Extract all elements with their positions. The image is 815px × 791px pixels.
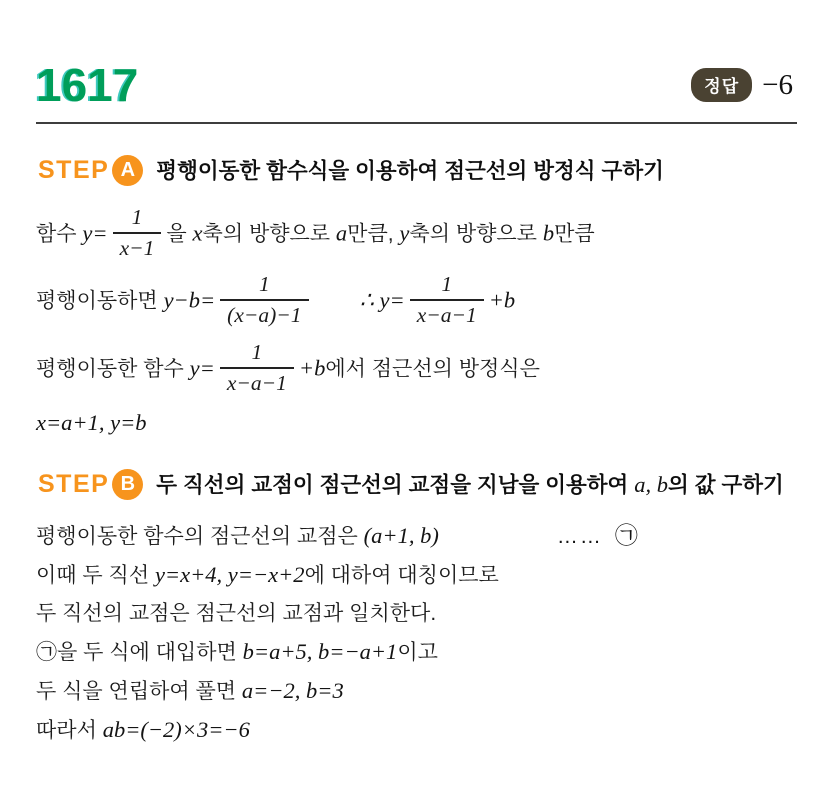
math-segment: +b: [488, 287, 516, 313]
text-segment: 축의 방향으로: [202, 222, 336, 246]
solution-line-7: [36, 595, 797, 632]
text-segment: 평행이동한 함수: [36, 357, 190, 381]
math-segment: ab=(−2)×3=−6: [102, 717, 250, 743]
step-b-label: STEP: [38, 470, 110, 499]
fraction: [220, 340, 294, 395]
text-segment: 에 대하여 대칭이므로: [304, 564, 499, 588]
text-segment: 두 식을 연립하여 풀면: [36, 680, 242, 704]
fraction-numerator: 1: [258, 272, 270, 297]
solution-line-9: [36, 672, 797, 710]
step-b-title: [156, 468, 797, 501]
text-segment: 만큼: [554, 222, 595, 246]
text-segment: 에서 점근선의 방정식은: [325, 357, 540, 381]
fraction: [410, 272, 484, 327]
fraction: [220, 272, 308, 327]
math-segment: (a+1, b): [363, 523, 439, 549]
answer-area: [691, 68, 793, 102]
text-segment: 함수: [36, 222, 83, 246]
step-a-title: 평행이동한 함수식을 이용하여 점근선의 방정식 구하기: [156, 159, 664, 183]
text-segment: 축의 방향으로: [409, 222, 543, 246]
math-segment: y=: [82, 220, 108, 246]
math-segment: a: [335, 220, 348, 246]
reference-mark: ㉠: [614, 522, 638, 549]
fraction-denominator: x−a−1: [410, 299, 484, 328]
text-segment: ㉠을 두 식에 대입하면: [36, 641, 243, 665]
text-segment: 이때 두 직선: [36, 564, 155, 588]
math-segment: b=a+5, b=−a+1: [242, 639, 398, 665]
fraction-denominator: x−a−1: [220, 367, 294, 396]
answer-badge: 정답: [691, 68, 752, 102]
reference-dots: ……: [556, 525, 603, 549]
text-segment: 두 직선의 교점이 점근선의 교점을 지남을 이용하여: [156, 473, 635, 498]
step-a-circle-badge: A: [112, 155, 143, 186]
problem-number: 1617: [36, 59, 139, 111]
solution-line-1: [36, 203, 797, 266]
math-segment: +b: [298, 355, 326, 381]
step-a-badge-group: [38, 154, 156, 186]
math-segment: y: [399, 220, 410, 246]
math-segment: b: [542, 220, 555, 246]
solution-line-4: [36, 405, 797, 442]
solution-line-10: [36, 711, 797, 749]
math-segment: y−b=: [163, 287, 216, 313]
text-segment: 평행이동한 함수의 점근선의 교점은: [36, 525, 364, 549]
text-segment: 두 직선의 교점은 점근선의 교점과 일치한다.: [36, 602, 437, 626]
fraction-numerator: 1: [131, 205, 143, 229]
text-segment: 만큼,: [347, 222, 400, 246]
solution-line-3: [36, 338, 797, 401]
solution-line-6: [36, 556, 797, 594]
fraction-denominator: (x−a)−1: [220, 299, 308, 328]
header-divider: [36, 122, 797, 124]
text-segment: 따라서: [36, 719, 103, 743]
step-a-label: STEP: [38, 156, 110, 184]
fraction-numerator: 1: [251, 339, 263, 364]
text-segment: 이고: [397, 641, 438, 665]
text-segment: 평행이동하면: [36, 289, 164, 313]
math-segment: y=x+4, y=−x+2: [154, 562, 305, 588]
text-segment: 의 값 구하기: [668, 473, 784, 498]
answer-value: −6: [762, 68, 793, 101]
solution-line-8: [36, 633, 797, 671]
math-segment: x=a+1, y=b: [36, 410, 147, 436]
math-segment: a=−2, b=3: [241, 678, 344, 704]
reference-label: [557, 517, 638, 555]
math-segment: x: [192, 220, 203, 246]
fraction: [113, 205, 162, 260]
page-header: [36, 58, 797, 112]
solution-line-2: [36, 270, 797, 333]
math-segment: ∴ y=: [359, 287, 405, 313]
solution-line-5: [36, 517, 797, 555]
step-a-heading: [38, 154, 797, 187]
math-segment: a, b: [634, 472, 669, 498]
step-a-body: [36, 203, 797, 442]
math-segment: y=: [189, 355, 215, 381]
fraction-denominator: x−1: [113, 232, 162, 261]
text-segment: 을: [166, 222, 193, 246]
step-b-heading: [38, 468, 797, 501]
step-b-body: [36, 517, 797, 749]
step-b-circle-badge: B: [112, 469, 143, 500]
step-b-badge-group: [38, 468, 156, 500]
fraction-numerator: 1: [441, 272, 453, 297]
